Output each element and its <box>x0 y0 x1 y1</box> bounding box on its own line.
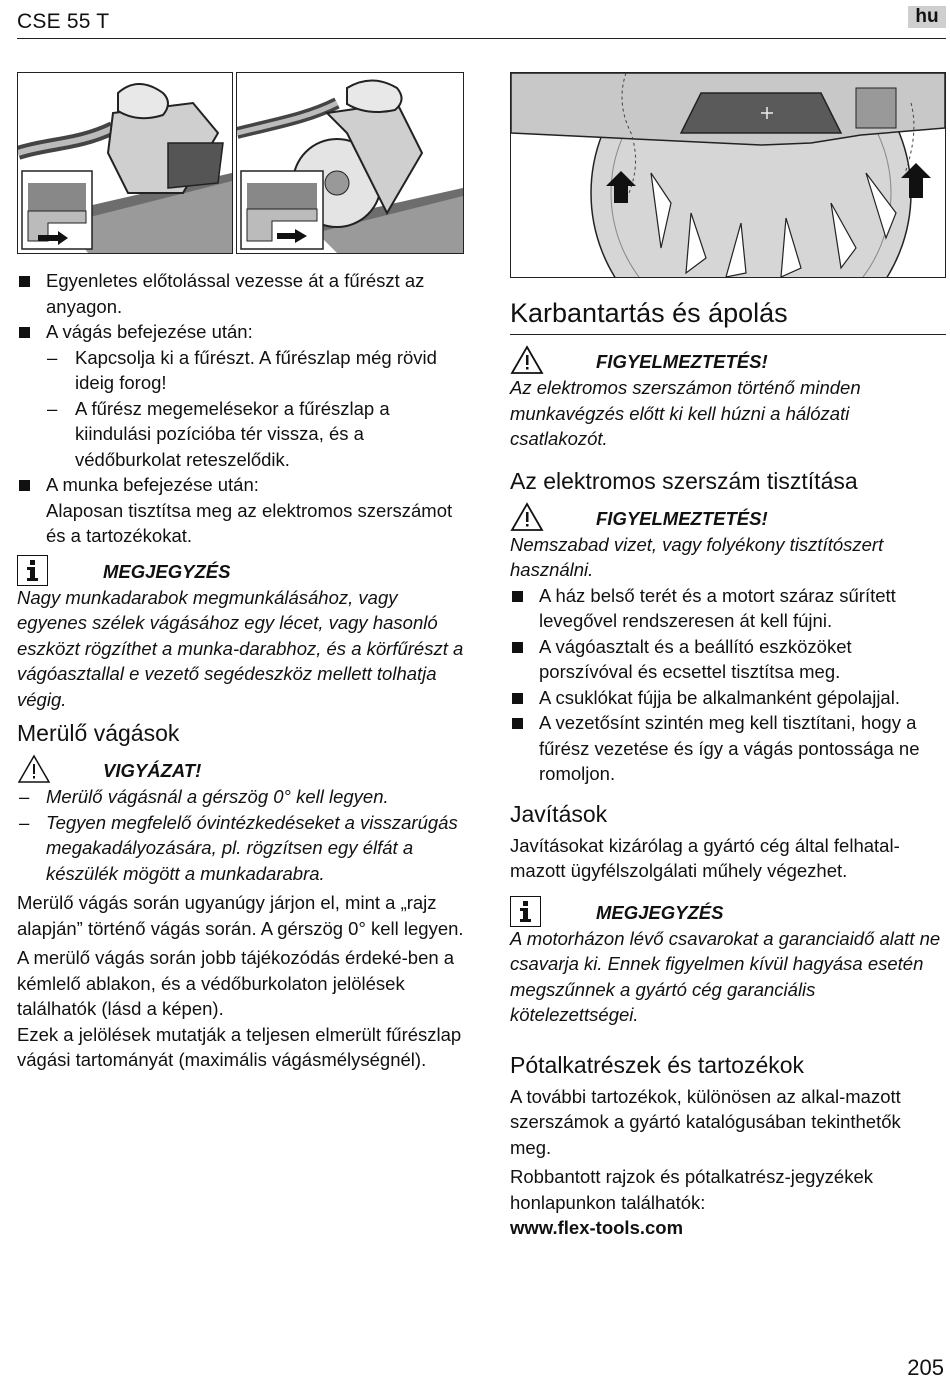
warning-label: FIGYELMEZTETÉS! <box>596 351 768 372</box>
figure-saw-plunge <box>236 72 464 254</box>
figure-saw-plunge-illustration <box>237 73 463 253</box>
figure-blade-markings-illustration <box>511 73 945 277</box>
paragraph: A további tartozékok, különösen az alkal-mazott szerszámok a gyártó katalógusában tekinthetők meg. <box>510 1085 901 1158</box>
section-heading: Karbantartás és ápolás <box>510 298 788 328</box>
paragraph: Javításokat kizárólag a gyártó cég által felhatal-mazott ügyfélszolgálati műhely végezhet. <box>510 834 900 881</box>
list-item: – Kapcsolja ki a fűrészt. A fűrészlap még rövid ideig forog! <box>17 345 467 396</box>
note-text: A motorházon lévő csavarokat a garanciaidő alatt ne csavarja ki. Ennek figyelmen kívül hagyása esetén megszűnnek a gyártó cég garanciális kötelezettségei. <box>510 927 941 1025</box>
paragraph: Robbantott rajzok és pótalkatrész-jegyzékek honlapunkon találhatók: <box>510 1166 873 1213</box>
note-label: MEGJEGYZÉS <box>596 901 724 923</box>
paragraph: Merülő vágás során ugyanúgy járjon el, mint a „rajz alapján” történő vágás során. A gérszög 0° kell legyen. <box>17 892 464 939</box>
warning-icon <box>510 345 544 375</box>
list-item: A munka befejezése után: <box>17 472 467 498</box>
paragraph: A merülő vágás során jobb tájékozódás érdeké-ben a kémlelő ablakon, és a védőburkolaton jelölések találhatók (lásd a képen). <box>17 947 455 1019</box>
list-item: A vágás befejezése után: <box>17 319 467 345</box>
heading-rule <box>510 334 946 335</box>
section-heading: Javítások <box>510 800 608 827</box>
warning-block <box>510 502 946 532</box>
header-rule <box>17 38 946 39</box>
info-icon <box>17 555 48 586</box>
list-item-continuation: Alaposan tisztítsa meg az elektromos szerszámot és a tartozékokat. <box>46 499 453 546</box>
note-label: MEGJEGYZÉS <box>103 560 231 582</box>
warning-block <box>510 345 946 375</box>
note-text: Nagy munkadarabok megmunkálásához, vagy egyenes szélek vágásához egy lécet, vagy hasonló eszközt rögzíthet a munka-darabhoz, és a körfűrészt a vágóasztallal e vezető segédeszköz mellett tolhatja végig. <box>17 586 464 710</box>
section-heading: Az elektromos szerszám tisztítása <box>510 467 858 494</box>
section-heading: Pótalkatrészek és tartozékok <box>510 1051 805 1078</box>
list-item: A ház belső terét és a motort száraz sűrített levegővel rendszeresen át kell fújni. <box>510 583 946 634</box>
warning-text: Nemszabad vizet, vagy folyékony tisztítószert használni. <box>510 533 884 580</box>
right-column <box>510 296 946 1241</box>
list-item: – A fűrész megemelésekor a fűrészlap a kiindulási pozícióba tér vissza, és a védőburkolat reteszelődik. <box>17 396 467 473</box>
page-number: 205 <box>907 1355 944 1380</box>
warning-label: FIGYELMEZTETÉS! <box>596 507 768 529</box>
section-heading: Merülő vágások <box>17 720 180 746</box>
list-item: A csuklókat fújja be alkalmanként gépolajjal. <box>510 685 946 711</box>
language-badge: hu <box>908 6 946 28</box>
warning-text: Az elektromos szerszámon történő minden munkavégzés előtt ki kell húzni a hálózati csatlakozót. <box>510 377 861 449</box>
paragraph: Ezek a jelölések mutatják a teljesen elmerült fűrészlap vágási tartományát (maximális vágásmélységnél). <box>17 1023 462 1070</box>
figure-blade-markings <box>510 72 946 278</box>
list-item: Egyenletes előtolással vezesse át a fűrészt az anyagon. <box>17 268 467 319</box>
figure-saw-start-illustration <box>18 73 232 253</box>
caution-block <box>17 754 467 784</box>
info-icon <box>510 896 541 927</box>
warning-icon <box>17 754 51 784</box>
document-title: CSE 55 T <box>17 10 110 33</box>
list-item: – Merülő vágásnál a gérszög 0° kell legyen. <box>17 784 467 810</box>
warning-icon <box>510 502 544 532</box>
caution-label: VIGYÁZAT! <box>103 760 202 781</box>
list-item: A vezetősínt szintén meg kell tisztítani, hogy a fűrész vezetése és így a vágás pontossága ne romoljon. <box>510 710 946 787</box>
note-block <box>17 555 467 585</box>
list-item: – Tegyen megfelelő óvintézkedéseket a visszarúgás megakadályozására, pl. rögzítsen egy élfát a készülék mögött a munkadarabra. <box>17 810 467 887</box>
figure-saw-start <box>17 72 233 254</box>
website-link[interactable]: www.flex-tools.com <box>510 1217 684 1238</box>
note-block <box>510 896 946 926</box>
left-column <box>17 268 467 1073</box>
list-item: A vágóasztalt és a beállító eszközöket porszívóval és ecsettel tisztítsa meg. <box>510 634 946 685</box>
